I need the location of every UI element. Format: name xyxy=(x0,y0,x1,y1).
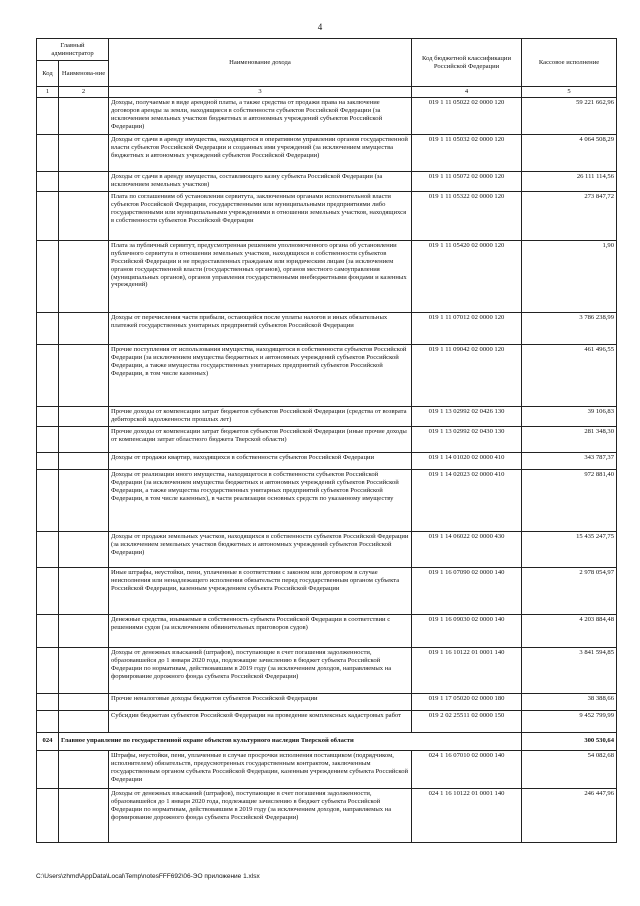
amount-cell: 39 106,83 xyxy=(522,406,617,426)
amount-cell: 15 435 247,75 xyxy=(522,531,617,567)
header-kbk: Код бюджетной классификации Российской Федерации xyxy=(412,39,522,87)
income-name-cell: Доходы от реализации иного имущества, находящегося в собственности субъектов Российской Федерации (за исключением имущества бюджетных и автономных учреждений субъектов Российской Федерации, а также имущества государственных унитарных предприятий субъектов Российской Федерации, в том числе казенных), в части реализации основных средств по указанному имуществу xyxy=(109,469,412,531)
income-table xyxy=(36,38,617,843)
admin-name-cell xyxy=(59,469,109,531)
header-num-2: 2 xyxy=(59,87,109,98)
admin-code-cell xyxy=(37,750,59,788)
admin-code-cell xyxy=(37,344,59,406)
kbk-code-cell: 019 2 02 25511 02 0000 150 xyxy=(412,710,522,732)
kbk-code-cell: 019 1 11 05420 02 0000 120 xyxy=(412,240,522,312)
table-row xyxy=(37,788,617,842)
admin-name-cell xyxy=(59,710,109,732)
income-name-cell: Прочие неналоговые доходы бюджетов субъектов Российской Федерации xyxy=(109,693,412,710)
admin-name-cell xyxy=(59,344,109,406)
amount-cell: 38 388,66 xyxy=(522,693,617,710)
admin-name-cell xyxy=(59,426,109,452)
income-name-cell: Штрафы, неустойки, пени, уплаченные в случае просрочки исполнения поставщиком (подрядчиком, исполнителем) обязательств, предусмотренных государственным контрактом, заключенным государственным органом субъекта Российской Федерации, казенным учреждением субъекта Российской Федерации xyxy=(109,750,412,788)
admin-code-cell xyxy=(37,134,59,171)
admin-name-cell xyxy=(59,134,109,171)
header-income-name: Наименование дохода xyxy=(109,39,412,87)
amount-cell: 281 348,30 xyxy=(522,426,617,452)
admin-code-cell xyxy=(37,788,59,842)
admin-code-cell xyxy=(37,693,59,710)
table-row xyxy=(37,647,617,693)
admin-name-cell xyxy=(59,750,109,788)
kbk-code-cell: 019 1 11 05022 02 0000 120 xyxy=(412,97,522,134)
income-name-cell: Доходы от сдачи в аренду имущества, составляющего казну субъекта Российской Федерации (за исключением земельных участков) xyxy=(109,171,412,191)
admin-code-cell xyxy=(37,531,59,567)
kbk-code-cell: 024 1 16 07010 02 0000 140 xyxy=(412,750,522,788)
amount-cell: 461 496,55 xyxy=(522,344,617,406)
income-name-cell: Доходы от сдачи в аренду имущества, находящегося в оперативном управлении органов государственной власти субъектов Российской Федерации и созданных ими учреждений (за исключением имущества бюджетных и автономных учреждений субъектов Российской Федерации) xyxy=(109,134,412,171)
amount-cell: 3 841 594,85 xyxy=(522,647,617,693)
admin-name-cell xyxy=(59,191,109,240)
kbk-code-cell: 019 1 11 09042 02 0000 120 xyxy=(412,344,522,406)
admin-code-cell xyxy=(37,240,59,312)
kbk-code-cell: 019 1 13 02992 02 0430 130 xyxy=(412,426,522,452)
admin-code-cell xyxy=(37,312,59,344)
admin-name-cell xyxy=(59,614,109,647)
table-row xyxy=(37,240,617,312)
table-row xyxy=(37,750,617,788)
admin-name-cell xyxy=(59,567,109,614)
admin-code-cell xyxy=(37,469,59,531)
group-name: Главное управление по государственной охране объектов культурного наследия Тверской области xyxy=(59,732,522,750)
kbk-code-cell: 019 1 11 05322 02 0000 120 xyxy=(412,191,522,240)
income-name-cell: Плата по соглашениям об установлении сервитута, заключенным органами исполнительной власти субъектов Российской Федерации, государственными или муниципальными предприятиями либо государственными или муниципальными учреждениями в отношении земельных участков, находящихся в собственности субъектов Российской Федерации xyxy=(109,191,412,240)
admin-code-cell xyxy=(37,406,59,426)
amount-cell: 9 452 799,99 xyxy=(522,710,617,732)
table-row xyxy=(37,134,617,171)
group-amount: 300 530,64 xyxy=(522,732,617,750)
header-admin-code: Код xyxy=(37,61,59,87)
kbk-code-cell: 019 1 16 09030 02 0000 140 xyxy=(412,614,522,647)
kbk-code-cell: 024 1 16 10122 01 0001 140 xyxy=(412,788,522,842)
table-row xyxy=(37,191,617,240)
admin-code-cell xyxy=(37,191,59,240)
income-name-cell: Доходы, получаемые в виде арендной платы, а также средства от продажи права на заключение договоров аренды за земли, находящиеся в собственности субъектов Российской Федерации (за исключением земельных участков бюджетных и автономных учреждений субъектов Российской Федерации) xyxy=(109,97,412,134)
admin-code-cell xyxy=(37,647,59,693)
admin-name-cell xyxy=(59,240,109,312)
admin-name-cell xyxy=(59,171,109,191)
admin-name-cell xyxy=(59,97,109,134)
group-row xyxy=(37,732,617,750)
admin-name-cell xyxy=(59,406,109,426)
amount-cell: 3 786 238,99 xyxy=(522,312,617,344)
kbk-code-cell: 019 1 11 05032 02 0000 120 xyxy=(412,134,522,171)
table-row xyxy=(37,312,617,344)
kbk-code-cell: 019 1 13 02992 02 0426 130 xyxy=(412,406,522,426)
amount-cell: 273 847,72 xyxy=(522,191,617,240)
income-name-cell: Доходы от денежных взысканий (штрафов), поступающие в счет погашения задолженности, образовавшейся до 1 января 2020 года, подлежащие зачислению в бюджет субъекта Российской Федерации по нормативам, действовавшим в 2019 году (за исключением доходов, направляемых на формирование дорожного фонда субъекта Российской Федерации) xyxy=(109,647,412,693)
header-num-1: 1 xyxy=(37,87,59,98)
amount-cell: 26 111 114,56 xyxy=(522,171,617,191)
admin-code-cell xyxy=(37,567,59,614)
income-name-cell: Субсидии бюджетам субъектов Российской Федерации на проведение комплексных кадастровых работ xyxy=(109,710,412,732)
table-row xyxy=(37,171,617,191)
header-num-4: 4 xyxy=(412,87,522,98)
kbk-code-cell: 019 1 16 07090 02 0000 140 xyxy=(412,567,522,614)
kbk-code-cell: 019 1 14 01020 02 0000 410 xyxy=(412,452,522,469)
header-num-3: 3 xyxy=(109,87,412,98)
table-row xyxy=(37,406,617,426)
income-name-cell: Доходы от денежных взысканий (штрафов), поступающие в счет погашения задолженности, образовавшейся до 1 января 2020 года, подлежащие зачислению в бюджет субъекта Российской Федерации по нормативам, действовавшим в 2019 году (за исключением доходов, направляемых на формирование дорожного фонда субъекта Российской Федерации) xyxy=(109,788,412,842)
amount-cell: 1,90 xyxy=(522,240,617,312)
amount-cell: 972 881,40 xyxy=(522,469,617,531)
amount-cell: 54 082,68 xyxy=(522,750,617,788)
income-name-cell: Доходы от перечисления части прибыли, остающейся после уплаты налогов и иных обязательных платежей государственных унитарных предприятий субъектов Российской Федерации xyxy=(109,312,412,344)
admin-code-cell xyxy=(37,452,59,469)
amount-cell: 4 064 508,29 xyxy=(522,134,617,171)
amount-cell: 343 787,37 xyxy=(522,452,617,469)
kbk-code-cell: 019 1 17 05020 02 0000 180 xyxy=(412,693,522,710)
header-num-5: 5 xyxy=(522,87,617,98)
table-row xyxy=(37,710,617,732)
admin-name-cell xyxy=(59,452,109,469)
admin-code-cell xyxy=(37,97,59,134)
amount-cell: 4 203 884,48 xyxy=(522,614,617,647)
income-name-cell: Плата за публичный сервитут, предусмотренная решением уполномоченного органа об установлении публичного сервитута в отношении земельных участков, находящихся в собственности субъектов Российской Федерации и не предоставленных гражданам или юридическим лицам (за исключением органов государственной власти (государственных органов), органов местного самоуправления (муниципальных органов), органов управления государственными внебюджетными фондами и казенных учреждений) xyxy=(109,240,412,312)
amount-cell: 2 978 054,97 xyxy=(522,567,617,614)
kbk-code-cell: 019 1 11 05072 02 0000 120 xyxy=(412,171,522,191)
table-row xyxy=(37,97,617,134)
table-row xyxy=(37,567,617,614)
table-row xyxy=(37,344,617,406)
amount-cell: 59 221 662,96 xyxy=(522,97,617,134)
income-name-cell: Доходы от продажи квартир, находящихся в собственности субъектов Российской Федерации xyxy=(109,452,412,469)
admin-name-cell xyxy=(59,788,109,842)
kbk-code-cell: 019 1 14 02023 02 0000 410 xyxy=(412,469,522,531)
admin-name-cell xyxy=(59,693,109,710)
kbk-code-cell: 019 1 16 10122 01 0001 140 xyxy=(412,647,522,693)
table-row xyxy=(37,426,617,452)
table-row xyxy=(37,469,617,531)
kbk-code-cell: 019 1 11 07012 02 0000 120 xyxy=(412,312,522,344)
income-name-cell: Доходы от продажи земельных участков, находящихся в собственности субъектов Российской Федерации (за исключением земельных участков бюджетных и автономных учреждений субъектов Российской Федерации) xyxy=(109,531,412,567)
income-name-cell: Прочие доходы от компенсации затрат бюджетов субъектов Российской Федерации (средства от возврата дебиторской задолженности прошлых лет) xyxy=(109,406,412,426)
header-cash: Кассовое исполнение xyxy=(522,39,617,87)
header-admin: Главный администратор xyxy=(37,39,109,61)
page-number: 4 xyxy=(317,22,323,32)
table-row xyxy=(37,614,617,647)
income-name-cell: Денежные средства, изымаемые в собственность субъекта Российской Федерации в соответствии с решениями судов (за исключением обвинительных приговоров судов) xyxy=(109,614,412,647)
kbk-code-cell: 019 1 14 06022 02 0000 430 xyxy=(412,531,522,567)
table-row xyxy=(37,693,617,710)
admin-code-cell xyxy=(37,426,59,452)
table-row xyxy=(37,531,617,567)
header-admin-name: Наименова-ние xyxy=(59,61,109,87)
admin-name-cell xyxy=(59,312,109,344)
income-name-cell: Прочие поступления от использования имущества, находящегося в собственности субъектов Российской Федерации (за исключением имущества бюджетных и автономных учреждений субъектов Российской Федерации, а также имущества государственных унитарных предприятий субъектов Российской Федерации, в том числе казенных) xyxy=(109,344,412,406)
amount-cell: 246 447,96 xyxy=(522,788,617,842)
admin-code-cell xyxy=(37,710,59,732)
admin-name-cell xyxy=(59,647,109,693)
income-name-cell: Иные штрафы, неустойки, пени, уплаченные в соответствии с законом или договором в случае неисполнения или ненадлежащего исполнения обязательств перед государственным органом субъекта Российской Федерации, казенным учреждением субъекта Российской Федерации xyxy=(109,567,412,614)
admin-code-cell xyxy=(37,614,59,647)
income-name-cell: Прочие доходы от компенсации затрат бюджетов субъектов Российской Федерации (иные прочие доходы от компенсации затрат областного бюджета Тверской области) xyxy=(109,426,412,452)
admin-code-cell xyxy=(37,171,59,191)
file-path-footer: C:\Users\zhmd\AppData\Local\Temp\notesFFF692\06-ЭО приложение 1.xlsx xyxy=(36,873,260,880)
group-code: 024 xyxy=(37,732,59,750)
admin-name-cell xyxy=(59,531,109,567)
table-row xyxy=(37,452,617,469)
